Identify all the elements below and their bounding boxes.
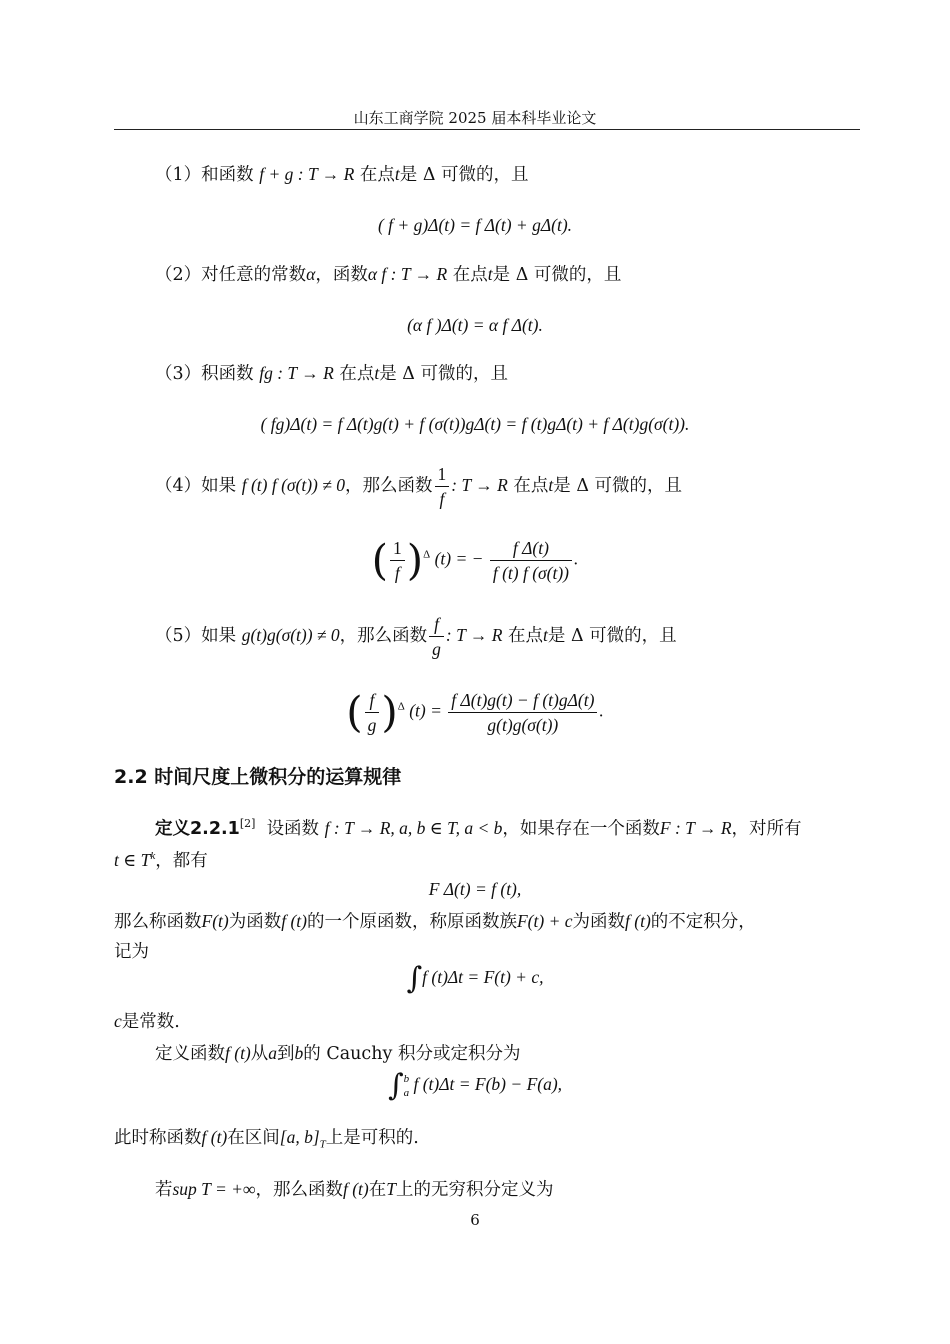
math-inline: T [386,1179,396,1199]
equation-antiderivative: F Δ(t) = f (t), [428,879,522,899]
math-inline: t ∈ T [114,849,151,870]
lhs-tail: (t) = [409,700,442,721]
running-header: 山东工商学院 2025 届本科毕业论文 [353,109,597,127]
equation-4 [0,536,950,585]
math-inline: f (t) [225,1043,251,1063]
math-inline: f (t) [342,1179,369,1199]
item-marker: （5） [155,626,202,646]
math-inline: f : T → R, a, b ∈ T, a < b [324,817,503,838]
fraction-denominator: f [439,489,445,509]
text: ，对所有 [731,818,802,839]
text: 是 Δ 可微的，且 [492,265,622,285]
equation-1: ( f + g)Δ(t) = f Δ(t) + gΔ(t). [377,215,573,235]
item-5-line [155,612,677,661]
formula-body: f (t)Δt = F(t) + c, [422,967,544,987]
text: 在点 [359,165,395,185]
lhs-fraction [365,688,380,737]
text: 设函数 [266,818,320,839]
text: 上的无穷积分定义为 [395,1180,554,1200]
math-inline: b [294,1043,304,1063]
math-inline: sup T = +∞ [172,1179,256,1199]
text: 如果 [201,626,237,646]
definition-line-3 [114,910,756,933]
definition-line-4: 记为 [114,942,149,962]
text: 是 Δ 可微的，且 [399,165,529,185]
fraction-denominator: f [394,563,400,583]
rhs-fraction [490,536,572,585]
left-paren: ( [346,687,363,737]
equation-2: (α f )Δ(t) = α f Δ(t). [407,315,543,335]
fraction-numerator: f Δ(t)g(t) − f (t)gΔ(t) [448,688,597,713]
delta-superscript: Δ [397,700,405,713]
math-inline: f (t) [201,1127,228,1147]
section-heading: 2.2 时间尺度上微积分的运算规律 [114,766,402,788]
text: 在点 [452,265,488,285]
fraction-numerator: f [365,688,380,713]
fraction-denominator: g [367,715,377,735]
inline-fraction [429,612,444,661]
item-3-line [155,362,508,385]
text: 的不定积分， [650,912,756,932]
math-inline: t [487,264,493,284]
citation-ref: [2] [239,817,256,830]
text: 的一个原函数，称原函数族 [306,912,517,932]
text: 积函数 [201,364,254,384]
math-inline: F(t) + c [516,911,573,931]
text: 对任意的常数 [201,265,307,285]
math-inline: g(t)g(σ(t)) ≠ 0 [241,625,340,645]
definition-line-5 [114,1010,180,1033]
fraction-denominator: g(t)g(σ(t)) [487,715,559,735]
equation-definite-integral [0,1068,950,1103]
math-inline: t [394,164,400,184]
math-inline: F : T → R [659,817,732,838]
text: ，函数 [315,265,368,285]
text: 若 [155,1180,173,1200]
definition-label: 定义2.2.1 [155,818,240,839]
math-inline: F(t) [201,911,229,931]
item-1-line [155,163,529,186]
right-paren: ) [381,687,398,737]
fraction-numerator: f [429,612,444,637]
text: 的 Cauchy 积分或定积分为 [303,1044,521,1064]
math-inline: c [114,1011,122,1031]
header-rule [114,129,860,130]
definition-line-6 [155,1042,520,1065]
math-inline: : T → R [451,475,508,495]
period: . [599,700,604,721]
equation-5 [0,688,950,737]
lhs-tail: (t) = − [434,548,484,569]
integral-sign: ∫ [387,1068,404,1103]
rhs-fraction [448,688,597,737]
text: 此时称函数 [114,1128,202,1148]
item-marker: （3） [155,364,202,384]
fraction-numerator: f Δ(t) [490,536,572,561]
lhs-fraction [390,536,405,585]
math-inline: t [374,363,380,383]
text: 是 Δ 可微的，且 [379,364,508,384]
inline-fraction [435,462,450,511]
math-inline: [a, b] [279,1127,320,1147]
math-inline: f (t) [281,911,307,931]
math-inline: α [306,264,316,284]
math-inline: f (t) [625,911,651,931]
math-inline: α f : T → R [367,264,448,284]
period: . [574,548,579,569]
definition-line-8 [155,1178,553,1201]
fraction-numerator: 1 [435,462,450,487]
integral-limits [404,1072,410,1100]
item-2-line [155,263,621,286]
lower-limit: a [403,1087,410,1099]
text: 在点 [508,626,544,646]
item-marker: （1） [155,165,202,185]
math-inline: fg : T → R [259,363,334,383]
equation-indefinite-integral [0,960,950,996]
text: 在点 [513,476,549,496]
superscript: k [150,850,156,862]
formula-body: f (t)Δt = F(b) − F(a), [413,1074,563,1095]
text: 为函数 [228,912,282,932]
text: 在 [368,1180,387,1200]
page-number: 6 [470,1211,480,1229]
delta-superscript: Δ [423,548,431,561]
integral-sign: ∫ [406,960,423,996]
text: 到 [277,1044,295,1064]
fraction-numerator: 1 [390,536,405,561]
text: 在区间 [227,1128,280,1148]
text: 是 Δ 可微的，且 [553,476,683,496]
item-marker: （2） [155,265,202,285]
definition-line-1 [155,813,802,840]
text: 和函数 [201,165,254,185]
text: 是 Δ 可微的，且 [547,626,677,646]
definition-line-7 [114,1126,419,1156]
text: 那么称函数 [114,912,202,932]
text: 是常数. [121,1012,180,1032]
right-paren: ) [406,535,424,585]
math-inline: : T → R [445,625,503,645]
math-inline: f (t) f (σ(t)) ≠ 0 [241,475,345,495]
text: ，那么函数 [345,476,433,496]
text: 上是可积的. [325,1128,419,1148]
fraction-denominator: f (t) f (σ(t)) [492,563,570,583]
text: 为函数 [572,912,626,932]
left-paren: ( [371,535,388,585]
text: ，那么函数 [255,1180,343,1200]
math-inline: t [543,625,548,645]
item-4-line [155,462,682,511]
math-inline: a [268,1043,278,1063]
subscript: T [319,1138,326,1151]
text: 定义函数 [155,1044,225,1064]
upper-limit: b [403,1073,410,1085]
text: 从 [250,1044,269,1064]
item-marker: （4） [155,476,202,496]
text: ，如果存在一个函数 [502,818,660,839]
text: ，都有 [155,850,208,871]
math-inline: t [548,475,554,495]
equation-3: ( fg)Δ(t) = f Δ(t)g(t) + f (σ(t))gΔ(t) = f (t)gΔ(t) + f Δ(t)g(σ(t)). [260,414,690,434]
text: 在点 [339,364,375,384]
text: 如果 [201,476,237,496]
definition-line-2 [114,845,208,872]
text: ，那么函数 [339,626,428,646]
fraction-denominator: g [432,639,441,659]
math-inline: f + g : T → R [259,164,355,184]
